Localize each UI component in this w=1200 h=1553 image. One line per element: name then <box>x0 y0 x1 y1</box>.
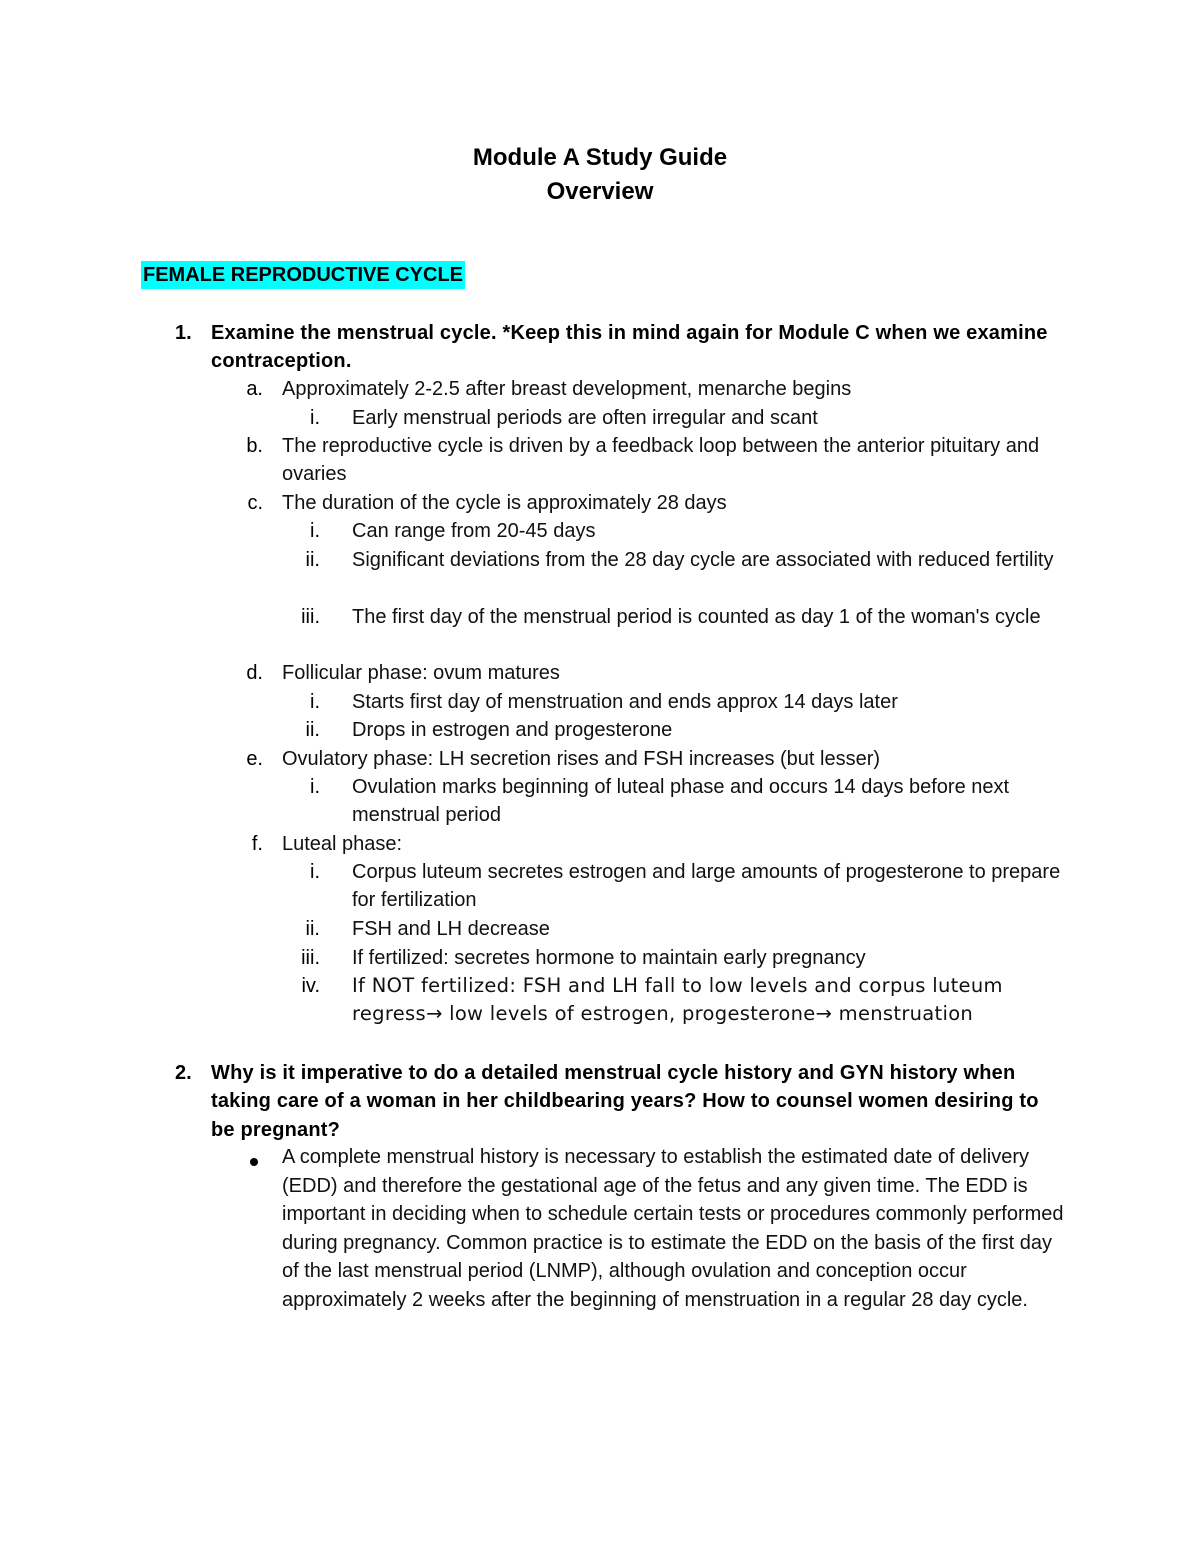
sub-list-item: Corpus luteum secretes estrogen and large amounts of progesterone to prepare for fertilization <box>352 861 1061 912</box>
subitem-marker: i. <box>310 861 320 883</box>
section-heading: FEMALE REPRODUCTIVE CYCLE <box>141 261 465 289</box>
sub-list-item: The first day of the menstrual period is counted as day 1 of the woman's cycle <box>352 606 1041 628</box>
question-2-text: Why is it imperative to do a detailed menstrual cycle history and GYN history when taking care of a woman in her childbearing years? How to counsel women desiring to be pregnant? <box>211 1062 1039 1141</box>
sub-list-item: Starts first day of menstruation and ends approx 14 days later <box>352 691 898 713</box>
sub-list-item: Can range from 20-45 days <box>352 520 596 542</box>
bullet-paragraph: A complete menstrual history is necessary to establish the estimated date of delivery (EDD) and therefore the gestational age of the fetus and any given time. The EDD is important in deciding when to schedule certain tests or procedures commonly performed during pregnancy. Common practice is to estimate the EDD on the basis of the first day of the last menstrual period (LNMP), although ovulation and conception occur approximately 2 weeks after the beginning of menstruation in a regular 28 day cycle. <box>282 1146 1064 1311</box>
item-marker: e. <box>246 748 263 770</box>
list-item: The duration of the cycle is approximately 28 days <box>282 492 727 514</box>
item-marker: d. <box>246 662 263 684</box>
question-number: 1. <box>175 322 192 344</box>
question-number: 2. <box>175 1062 192 1084</box>
sub-list-item: Ovulation marks beginning of luteal phase and occurs 14 days before next menstrual period <box>352 776 1010 827</box>
subitem-marker: iii. <box>301 947 320 969</box>
subitem-marker: i. <box>310 776 320 798</box>
sub-list-item: If NOT fertilized: FSH and LH fall to low levels and corpus luteum regress→ low levels of estrogen, progesterone→ menstruation <box>352 974 1003 1026</box>
subitem-marker: ii. <box>305 719 320 741</box>
list-item: Ovulatory phase: LH secretion rises and FSH increases (but lesser) <box>282 748 881 770</box>
sub-list-item: If fertilized: secretes hormone to maintain early pregnancy <box>352 947 866 969</box>
subitem-marker: ii. <box>305 918 320 940</box>
subitem-marker: ii. <box>305 549 320 571</box>
page-title: Module A Study Guide <box>472 144 728 171</box>
sub-list-item: Significant deviations from the 28 day cycle are associated with reduced fertility <box>352 549 1054 571</box>
subitem-marker: i. <box>310 691 320 713</box>
item-marker: c. <box>247 492 263 514</box>
page-subtitle: Overview <box>546 178 654 205</box>
subitem-marker: iv. <box>301 975 320 997</box>
subitem-marker: iii. <box>301 606 320 628</box>
subitem-marker: i. <box>310 407 320 429</box>
sub-list-item: FSH and LH decrease <box>352 918 550 940</box>
question-1-text: Examine the menstrual cycle. *Keep this in mind again for Module C when we examine contraception. <box>211 322 1048 373</box>
list-item: Follicular phase: ovum matures <box>282 662 560 684</box>
bullet-icon <box>250 1158 258 1166</box>
item-marker: b. <box>246 435 263 457</box>
subitem-marker: i. <box>310 520 320 542</box>
list-item: Approximately 2-2.5 after breast development, menarche begins <box>282 378 852 400</box>
list-item: The reproductive cycle is driven by a feedback loop between the anterior pituitary and ovaries <box>282 435 1040 486</box>
list-item: Luteal phase: <box>282 833 403 855</box>
sub-list-item: Drops in estrogen and progesterone <box>352 719 673 741</box>
sub-list-item: Early menstrual periods are often irregular and scant <box>352 407 818 429</box>
item-marker: a. <box>246 378 263 400</box>
item-marker: f. <box>251 833 263 855</box>
